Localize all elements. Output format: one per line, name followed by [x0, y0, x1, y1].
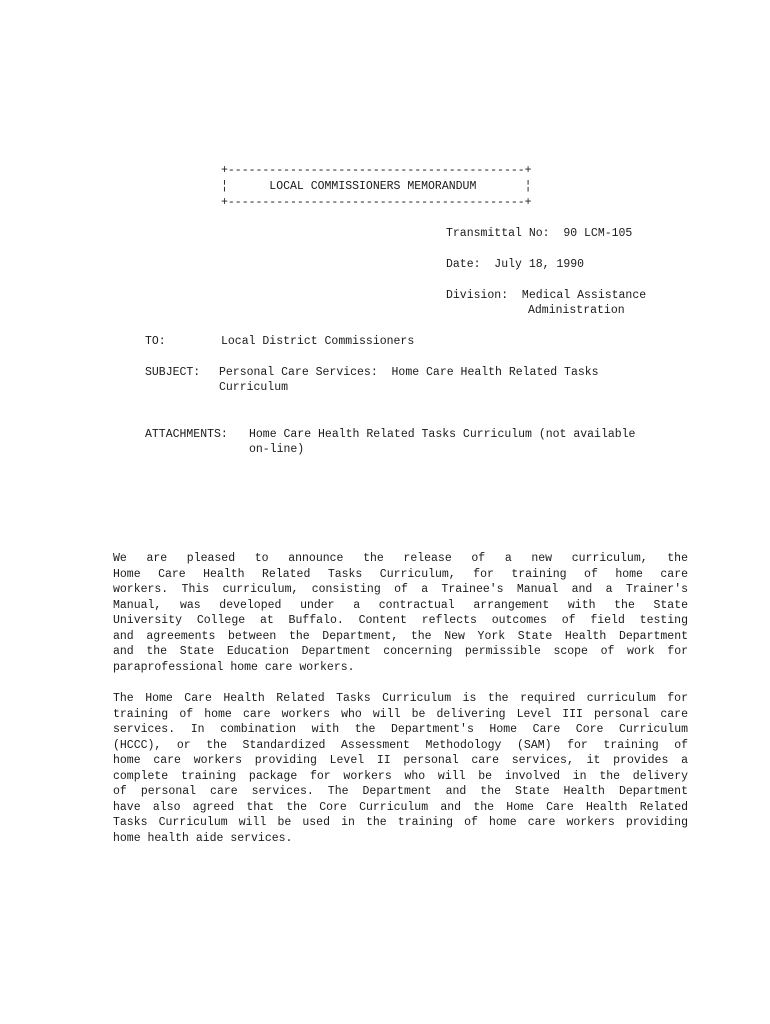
division-line-2: Administration	[528, 304, 625, 317]
paragraph-line: complete training package for workers who will be involved in the delivery	[113, 769, 688, 783]
body-paragraph-1	[113, 551, 688, 675]
paragraph-line: Home Care Health Related Tasks Curriculum, for training of home care	[113, 567, 688, 581]
header-box-bottom-border: +-------------------------------------------+	[221, 196, 532, 209]
paragraph-line: home health aide services.	[113, 831, 293, 845]
header-box-top-border: +-------------------------------------------+	[221, 164, 532, 177]
paragraph-line: Manual, was developed under a contractual arrangement with the State	[113, 598, 688, 612]
paragraph-line: University College at Buffalo. Content reflects outcomes of field testing	[113, 614, 688, 627]
paragraph-line: The Home Care Health Related Tasks Curriculum is the required curriculum for	[113, 692, 688, 705]
paragraph-line: and agreements between the Department, the New York State Health Department	[113, 629, 688, 643]
to-value: Local District Commissioners	[221, 335, 415, 348]
attachments-label: ATTACHMENTS:	[145, 428, 228, 441]
paragraph-line: paraprofessional home care workers.	[113, 660, 355, 674]
to-label: TO:	[145, 335, 166, 348]
division-line-1: Division: Medical Assistance	[446, 289, 647, 302]
memo-title: ¦ LOCAL COMMISSIONERS MEMORANDUM ¦	[221, 180, 532, 193]
paragraph-line: have also agreed that the Core Curriculum and the Home Care Health Related	[113, 800, 688, 814]
paragraph-line: of personal care services. The Department and the State Health Department	[113, 785, 688, 798]
paragraph-line: services. In combination with the Department's Home Care Core Curriculum	[113, 723, 688, 736]
paragraph-line: workers. This curriculum, consisting of a Trainee's Manual and a Trainer's	[113, 583, 688, 596]
paragraph-line: We are pleased to announce the release of a new curriculum, the	[113, 552, 688, 565]
subject-line-2: Curriculum	[219, 381, 289, 394]
paragraph-line: and the State Education Department concerning permissible scope of work for	[113, 645, 688, 658]
paragraph-line: home care workers providing Level II personal care services, it provides a	[113, 754, 688, 767]
transmittal-number: Transmittal No: 90 LCM-105	[446, 227, 633, 240]
subject-line-1: Personal Care Services: Home Care Health Related Tasks	[219, 366, 599, 379]
body-paragraph-2	[113, 691, 688, 846]
paragraph-line: training of home care workers who will be delivering Level III personal care	[113, 707, 688, 721]
paragraph-line: (HCCC), or the Standardized Assessment Methodology (SAM) for training of	[113, 738, 688, 752]
subject-label: SUBJECT:	[145, 366, 201, 379]
memo-date: Date: July 18, 1990	[446, 258, 585, 271]
paragraph-line: Tasks Curriculum will be used in the training of home care workers providing	[113, 816, 688, 829]
attachments-line-2: on-line)	[249, 443, 305, 456]
attachments-line-1: Home Care Health Related Tasks Curriculum (not available	[249, 428, 636, 441]
